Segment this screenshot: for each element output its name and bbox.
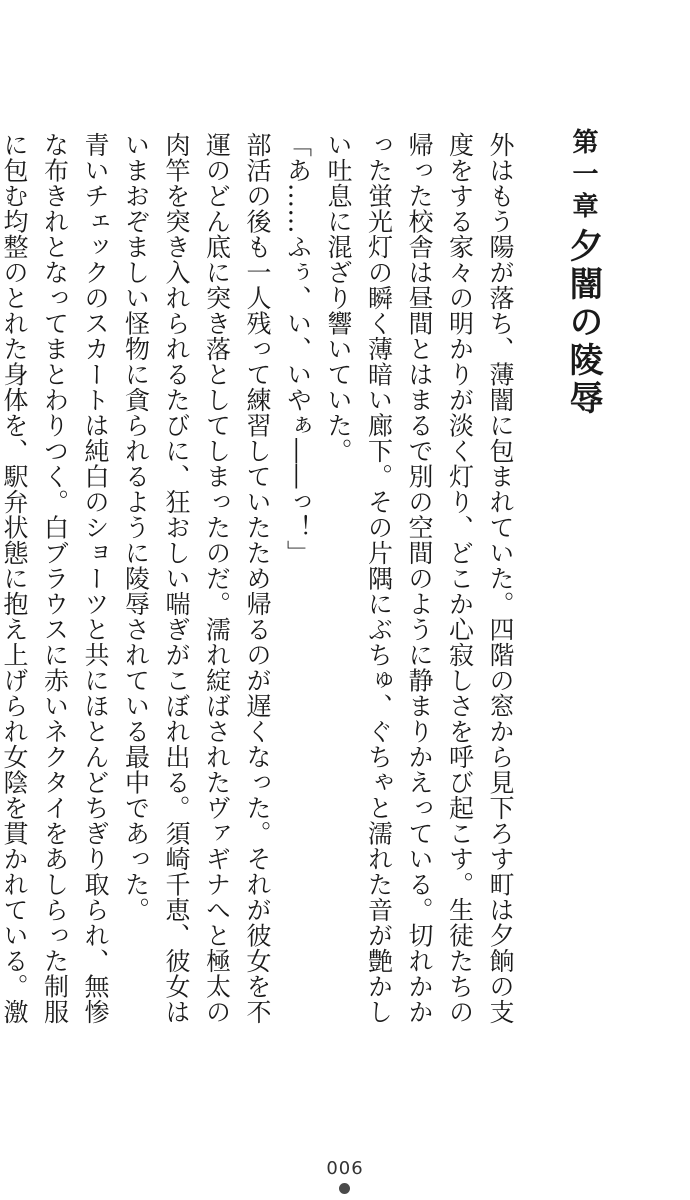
body-text <box>0 132 520 1032</box>
paragraph: 「あ……ふぅ、い、いやぁ――っ！」 <box>283 132 313 566</box>
paragraph: 外はもう陽が落ち、薄闇に包まれていた。四階の窓から見下ろす町は夕餉の支度をする家々の明かりが淡く灯り、どこか心寂しさを呼び起こす。生徒たちの帰った校舎は昼間とはまるで別の空間のように静まりかえっている。切れかかった蛍光灯の瞬く薄暗い廊下。その片隅にぶちゅ、ぐちゃと濡れた音が艶かしい吐息に混ざり響いていた。 <box>324 132 515 1025</box>
paragraph: 部活の後も一人残って練習していたため帰るのが遅くなった。それが彼女を不運のどん底に突き落としてしまったのだ。濡れ綻ばされたヴァギナへと極太の肉竿を突き入れられるたびに、狂おしい喘ぎがこぼれ出る。須崎千恵、彼女はいまおぞましい怪物に貪られるように陵辱されている最中であった。 <box>121 132 272 1025</box>
chapter-label: 第一章 <box>568 128 598 224</box>
paragraph: 青いチェックのスカートは純白のショーツと共にほとんどちぎり取られ、無惨な布きれとなってまとわりつく。白ブラウスに赤いネクタイをあしらった制服に包む均整のとれた身体を、駅弁状態に抱え上げられ女陰を貫かれている。激 <box>0 132 110 1025</box>
page-number: 006 <box>326 1158 364 1179</box>
page-dot-icon <box>339 1183 350 1194</box>
chapter-title: 夕闇の陵辱 <box>563 228 603 418</box>
